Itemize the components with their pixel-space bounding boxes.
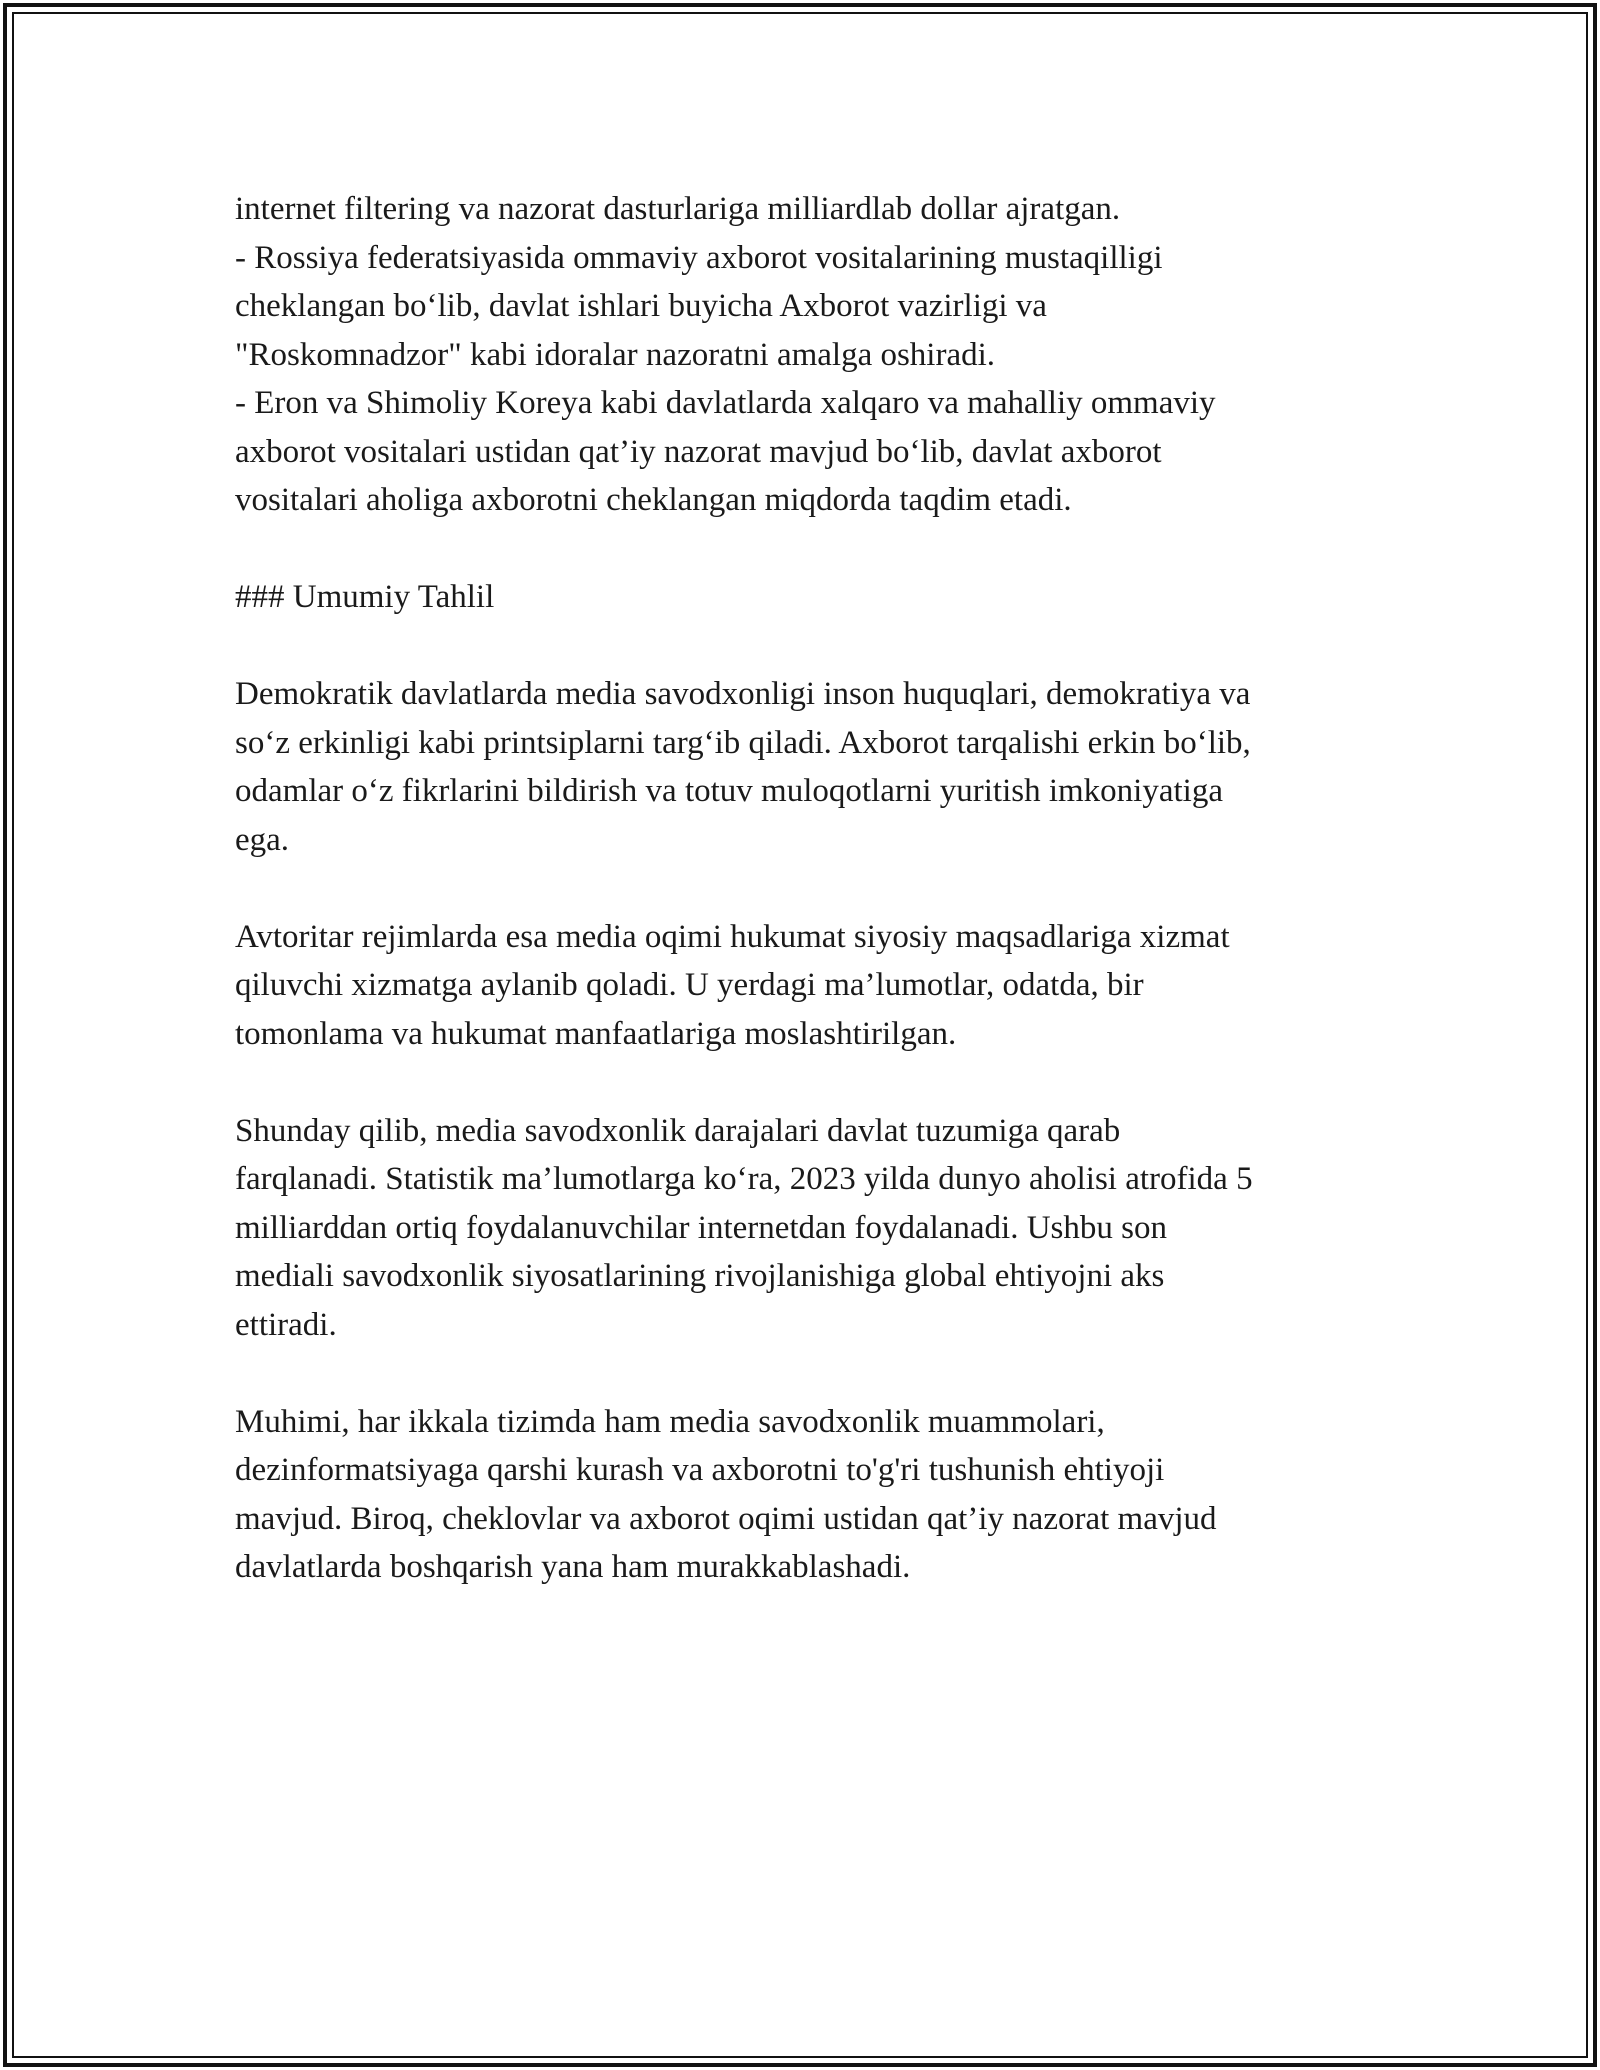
text-line: Shunday qilib, media savodxonlik darajalari davlat tuzumiga qarab <box>235 1112 1121 1149</box>
text-line: milliarddan ortiq foydalanuvchilar internetdan foydalanadi. Ushbu son <box>235 1209 1167 1246</box>
text-line: odamlar o‘z fikrlarini bildirish va totuv muloqotlarni yuritish imkoniyatiga <box>235 773 1223 809</box>
intro-block <box>235 185 1385 525</box>
text-line: tomonlama va hukumat manfaatlariga moslashtirilgan. <box>235 1015 957 1052</box>
heading-text: ### Umumiy Tahlil <box>235 579 495 615</box>
text-line: mediali savodxonlik siyosatlarining rivojlanishiga global ehtiyojni aks <box>235 1258 1165 1294</box>
text-line: internet filtering va nazorat dasturlariga milliardlab dollar ajratgan. <box>235 191 1121 227</box>
text-line: axborot vositalari ustidan qat’iy nazorat mavjud bo‘lib, davlat axborot <box>235 433 1162 470</box>
text-line: so‘z erkinligi kabi printsiplarni targ‘ib qiladi. Axborot tarqalishi erkin bo‘lib, <box>235 724 1251 761</box>
paragraph-statistics <box>235 1107 1385 1350</box>
text-line: mavjud. Biroq, cheklovlar va axborot oqimi ustidan qat’iy nazorat mavjud <box>235 1500 1217 1537</box>
paragraph-democracy <box>235 670 1385 864</box>
text-line: davlatlarda boshqarish yana ham murakkablashadi. <box>235 1549 911 1585</box>
text-line: Avtoritar rejimlarda esa media oqimi hukumat siyosiy maqsadlariga xizmat <box>235 918 1230 955</box>
paragraph-authoritarian <box>235 913 1385 1059</box>
text-line: cheklangan bo‘lib, davlat ishlari buyicha Axborot vazirligi va <box>235 288 1047 324</box>
text-line: vositalari aholiga axborotni cheklangan miqdorda taqdim etadi. <box>235 482 1072 518</box>
text-line: ettiradi. <box>235 1306 337 1343</box>
text-line: qiluvchi xizmatga aylanib qoladi. U yerdagi ma’lumotlar, odatda, bir <box>235 967 1144 1003</box>
text-line: Muhimi, har ikkala tizimda ham media savodxonlik muammolari, <box>235 1403 1105 1440</box>
text-line: Demokratik davlatlarda media savodxonligi inson huquqlari, demokratiya va <box>235 676 1251 712</box>
text-line: "Roskomnadzor" kabi idoralar nazoratni amalga oshiradi. <box>235 336 996 373</box>
text-line: - Eron va Shimoliy Koreya kabi davlatlarda xalqaro va mahalliy ommaviy <box>235 385 1216 421</box>
document-body <box>235 185 1385 1592</box>
text-line: farqlanadi. Statistik ma’lumotlarga ko‘ra, 2023 yilda dunyo aholisi atrofida 5 <box>235 1161 1253 1197</box>
text-line: ega. <box>235 821 290 858</box>
section-heading <box>235 573 1385 622</box>
paragraph-conclusion <box>235 1398 1385 1592</box>
text-line: dezinformatsiyaga qarshi kurash va axborotni to'g'ri tushunish ehtiyoji <box>235 1452 1165 1488</box>
text-line: - Rossiya federatsiyasida ommaviy axborot vositalarining mustaqilligi <box>235 239 1163 276</box>
